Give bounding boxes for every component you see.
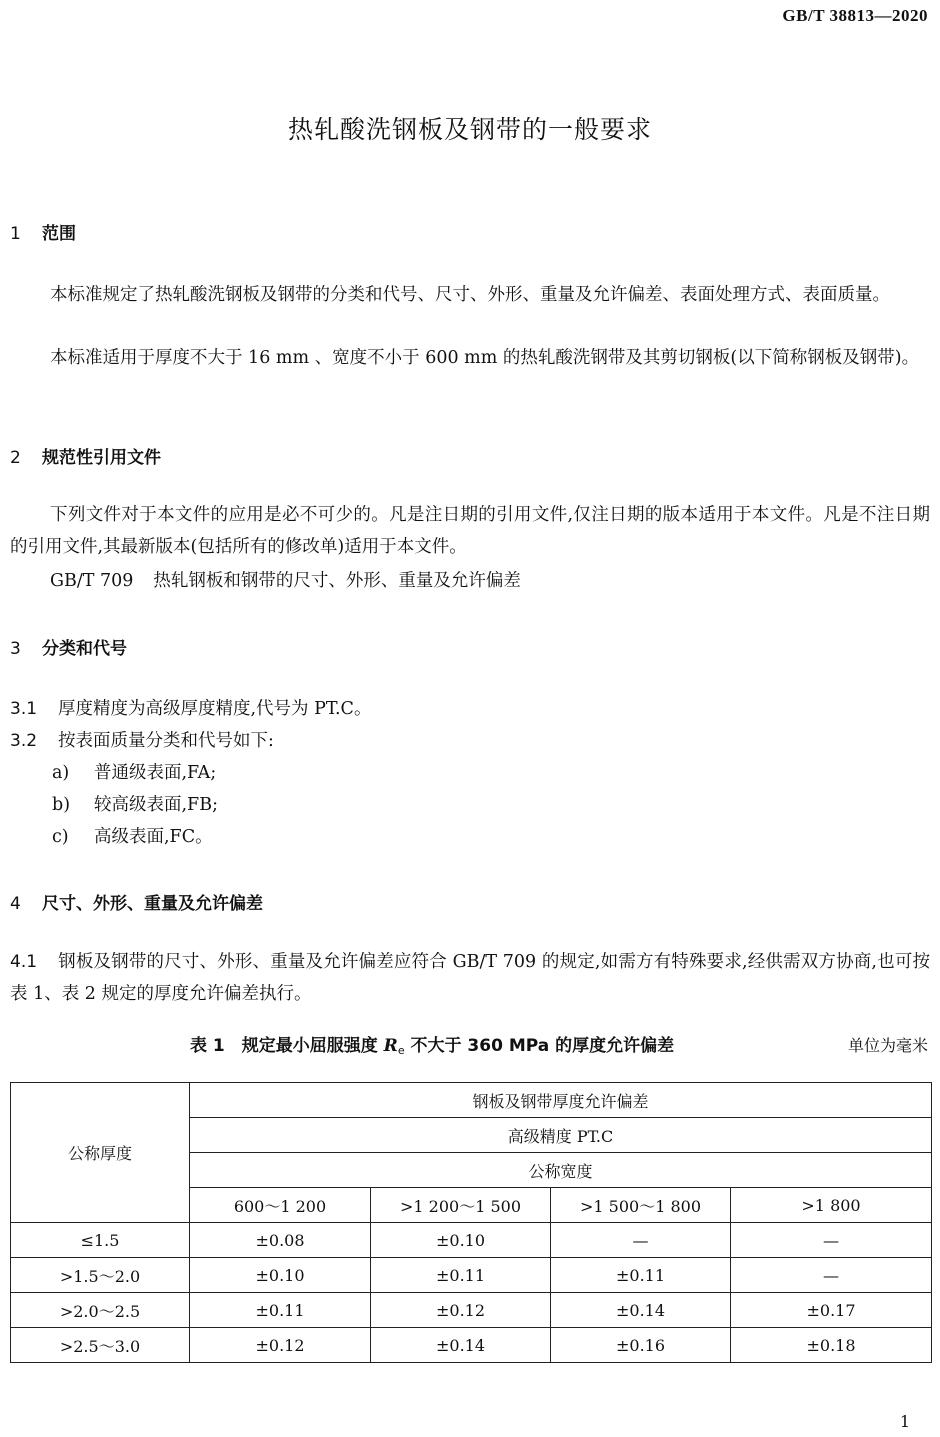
tolerance-cell: ±0.08 [190, 1223, 371, 1258]
width-column-header: >1 500～1 800 [551, 1188, 731, 1223]
tolerance-cell: ±0.17 [731, 1293, 932, 1328]
tolerance-cell: ±0.14 [371, 1328, 551, 1363]
section-4-heading [10, 889, 263, 914]
normative-reference [50, 567, 521, 592]
section-number: 4 [10, 894, 21, 914]
section-1-paragraph-2: 本标准适用于厚度不大于 16 mm 、宽度不小于 600 mm 的热轧酸洗钢带及其剪切钢板(以下简称钢板及钢带)。 [50, 348, 920, 368]
precision-header-cell: 高级精度 PT.C [190, 1118, 932, 1153]
tolerance-cell: — [731, 1258, 932, 1293]
list-text: 高级表面,FC。 [94, 827, 213, 847]
tolerance-cell: ±0.11 [190, 1293, 371, 1328]
table-header-row [11, 1083, 932, 1118]
clause-text: 钢板及钢带的尺寸、外形、重量及允许偏差应符合 GB/T 709 的规定,如需方有特殊要求,经供需双方协商,也可按表 1、表 2 规定的厚度允许偏差执行。 [10, 952, 930, 1004]
thickness-cell: ≤1.5 [11, 1223, 190, 1258]
table-row [11, 1258, 932, 1293]
tolerance-cell: ±0.14 [551, 1293, 731, 1328]
list-item [52, 759, 216, 784]
thickness-cell: >2.5～3.0 [11, 1328, 190, 1363]
page-number: 1 [899, 1412, 910, 1431]
section-title: 规范性引用文件 [42, 448, 161, 468]
clause-number: 3.2 [10, 731, 38, 751]
tolerance-cell: — [731, 1223, 932, 1258]
section-2-heading [10, 443, 161, 468]
thickness-cell: >2.0～2.5 [11, 1293, 190, 1328]
section-1-paragraph-1: 本标准规定了热轧酸洗钢板及钢带的分类和代号、尺寸、外形、重量及允许偏差、表面处理方式、表面质量。 [50, 285, 890, 305]
yield-strength-symbol: R [383, 1036, 398, 1056]
list-text: 较高级表面,FB; [94, 795, 218, 815]
section-title: 分类和代号 [42, 639, 127, 659]
table-row [11, 1328, 932, 1363]
list-marker: b) [52, 795, 71, 815]
section-3-heading [10, 634, 127, 659]
standard-number: GB/T 38813—2020 [782, 6, 928, 25]
section-2-paragraph-1: 下列文件对于本文件的应用是必不可少的。凡是注日期的引用文件,仅注日期的版本适用于本文件。凡是不注日期的引用文件,其最新版本(包括所有的修改单)适用于本文件。 [10, 505, 930, 557]
list-marker: a) [52, 763, 70, 783]
width-column-header: >1 800 [731, 1188, 932, 1223]
section-title: 尺寸、外形、重量及允许偏差 [42, 894, 263, 914]
list-item [52, 791, 218, 816]
list-marker: c) [52, 827, 69, 847]
section-1-heading [10, 219, 76, 244]
group-header-cell: 钢板及钢带厚度允许偏差 [190, 1083, 932, 1118]
row-header-cell: 公称厚度 [11, 1083, 190, 1223]
section-title: 范围 [42, 224, 76, 244]
section-number: 1 [10, 224, 21, 244]
tolerance-cell: ±0.10 [371, 1223, 551, 1258]
caption-text: 表 1 规定最小屈服强度 [190, 1036, 384, 1056]
clause-4-1 [10, 946, 930, 1010]
clause-3-2 [10, 727, 274, 752]
clause-text: 按表面质量分类和代号如下: [58, 731, 274, 751]
width-column-header: 600～1 200 [190, 1188, 371, 1223]
reference-title: 热轧钢板和钢带的尺寸、外形、重量及允许偏差 [153, 571, 521, 591]
document-title: 热轧酸洗钢板及钢带的一般要求 [287, 115, 652, 144]
clause-number: 3.1 [10, 699, 38, 719]
tolerance-cell: ±0.16 [551, 1328, 731, 1363]
tolerance-cell: ±0.11 [551, 1258, 731, 1293]
symbol-subscript: e [397, 1044, 405, 1057]
tolerance-cell: ±0.11 [371, 1258, 551, 1293]
width-header-cell: 公称宽度 [190, 1153, 932, 1188]
tolerance-cell: ±0.12 [371, 1293, 551, 1328]
thickness-cell: >1.5～2.0 [11, 1258, 190, 1293]
list-text: 普通级表面,FA; [94, 763, 217, 783]
thickness-tolerance-table [10, 1082, 932, 1363]
clause-3-1 [10, 695, 371, 720]
clause-number: 4.1 [10, 952, 38, 972]
width-column-header: >1 200～1 500 [371, 1188, 551, 1223]
section-number: 2 [10, 448, 21, 468]
table-unit: 单位为毫米 [847, 1036, 928, 1055]
list-item [52, 823, 213, 848]
table-row [11, 1293, 932, 1328]
table-row [11, 1223, 932, 1258]
table-caption [190, 1031, 674, 1057]
tolerance-cell: ±0.10 [190, 1258, 371, 1293]
clause-text: 厚度精度为高级厚度精度,代号为 PT.C。 [58, 699, 372, 719]
tolerance-cell: ±0.12 [190, 1328, 371, 1363]
tolerance-cell: ±0.18 [731, 1328, 932, 1363]
tolerance-cell: — [551, 1223, 731, 1258]
section-number: 3 [10, 639, 21, 659]
reference-code: GB/T 709 [50, 571, 134, 591]
caption-text: 不大于 360 MPa 的厚度允许偏差 [404, 1036, 675, 1056]
